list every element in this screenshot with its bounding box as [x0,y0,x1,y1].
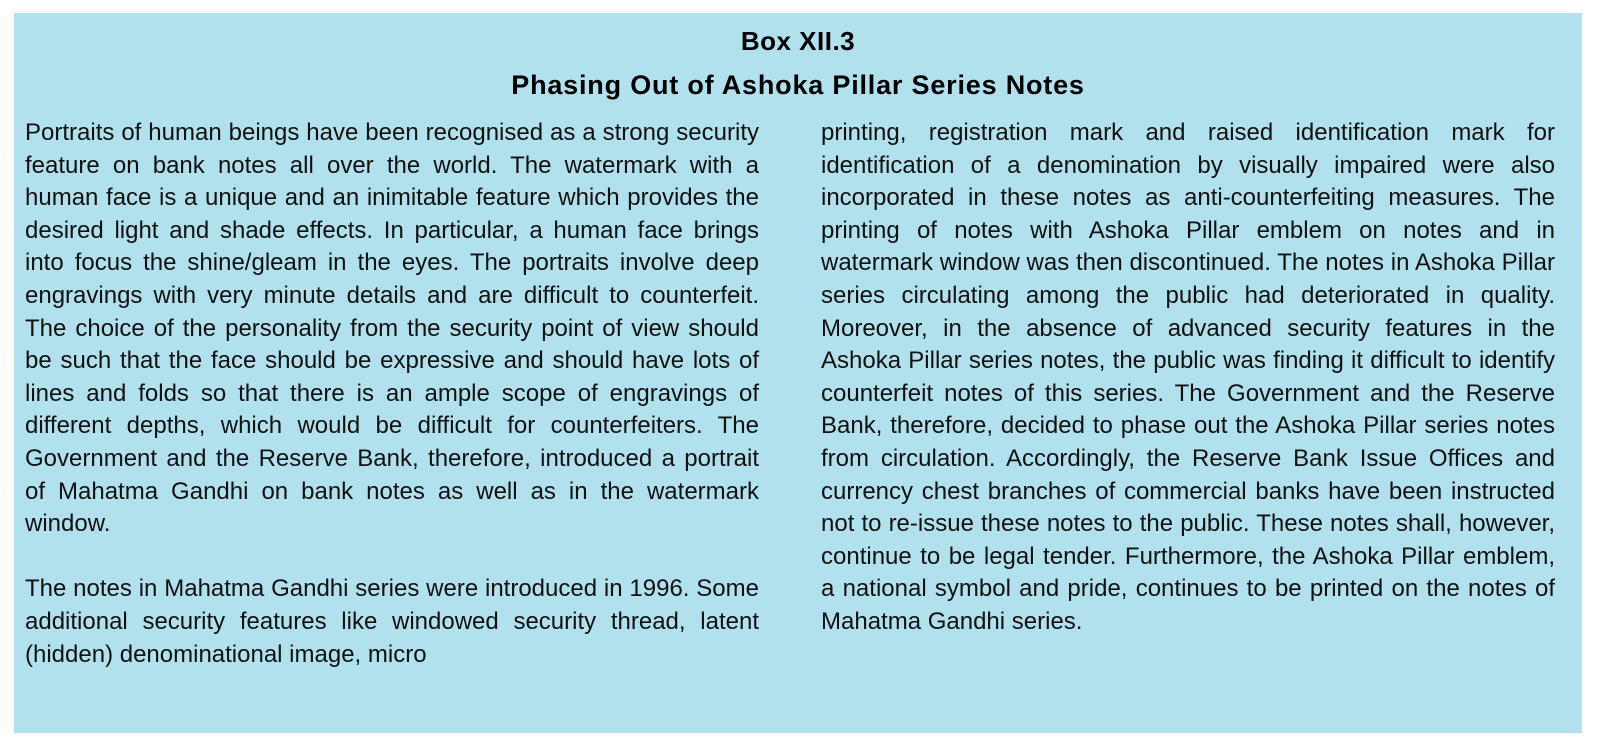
box-label: Box XII.3 [740,26,856,56]
box-title: Phasing Out of Ashoka Pillar Series Notes [511,70,1085,100]
right-paragraph-1: printing, registration mark and raised identification mark for identification of a denomination by visually impaired were also incorporated in these notes as anti-counterfeiting measures. The printing of notes with Ashoka Pillar emblem on notes and in watermark window was then discontinued. The notes in Ashoka Pillar series circulating among the public had deteriorated in quality. Moreover, in the absence of advanced security features in the Ashoka Pillar series notes, the public was finding it difficult to identify counterfeit notes of this series. The Government and the Reserve Bank, therefore, decided to phase out the Ashoka Pillar series notes from circulation. Accordingly, the Reserve Bank Issue Offices and currency chest branches of commercial banks have been instructed not to re-issue these notes to the public. These notes shall, however, continue to be legal tender. Furthermore, the Ashoka Pillar emblem, a national symbol and pride, continues to be printed on the notes of Mahatma Gandhi series. [821,119,1555,635]
left-paragraph-1: Portraits of human beings have been recognised as a strong security feature on bank notes all over the world. The watermark with a human face is a unique and an inimitable feature which provides the desired light and shade effects. In particular, a human face brings into focus the shine/gleam in the eyes. The portraits involve deep engravings with very minute details and are difficult to counterfeit. The choice of the personality from the security point of view should be such that the face should be expressive and should have lots of lines and folds so that there is an ample scope of engravings of different depths, which would be difficult for counterfeiters. The Government and the Reserve Bank, therefore, introduced a portrait of Mahatma Gandhi on bank notes as well as in the watermark window. [25,119,759,538]
left-paragraph-2: The notes in Mahatma Gandhi series were introduced in 1996. Some additional security features like windowed security thread, latent (hidden) denominational image, micro [25,575,759,668]
left-column [25,117,759,671]
text-box [14,13,1582,733]
right-column [821,117,1555,639]
